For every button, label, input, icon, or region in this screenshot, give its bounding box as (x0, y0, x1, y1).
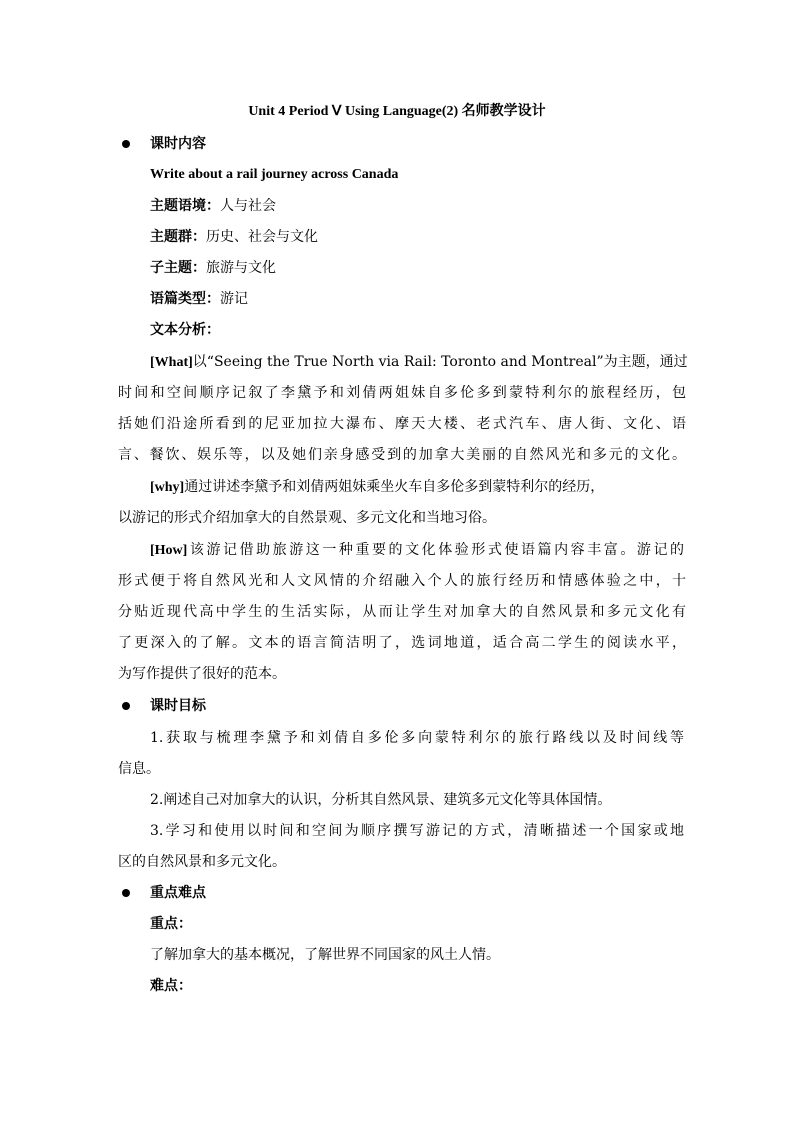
what-tag: [What] (150, 355, 193, 370)
what-line-1 (150, 352, 688, 373)
key-label: 重点： (150, 916, 192, 932)
how-tag: [How] (150, 543, 188, 558)
bullet-icon (122, 889, 130, 897)
why-tag: [why] (150, 480, 185, 495)
how-line-2: 形式便于将自然风光和人文风情的介绍融入个人的旅行经历和情感体验之中，十 (118, 573, 686, 589)
how-line-4: 了更深入的了解。文本的语言简洁明了，选词地道，适合高二学生的阅读水平， (118, 635, 686, 651)
why-line-1 (150, 477, 690, 498)
text-type-label: 语篇类型： (150, 291, 220, 307)
how-line-3: 分贴近现代高中学生的生活实际，从而让学生对加拿大的自然风景和多元文化有 (118, 604, 686, 620)
how-line-5: 为写作提供了很好的范本。 (118, 666, 286, 682)
text-type-row (150, 289, 690, 309)
page-title: Unit 4 Period Ⅴ Using Language(2) 名师教学设计 (248, 104, 546, 119)
bullet-icon (122, 140, 130, 148)
key-text: 了解加拿大的基本概况，了解世界不同国家的风土人情。 (150, 947, 500, 963)
section-heading: 课时目标 (150, 698, 206, 714)
how-line-text: 该游记借助旅游这一种重要的文化体验形式使语篇内容丰富。游记的 (187, 542, 684, 558)
bullet-icon (122, 702, 130, 710)
difficult-label: 难点： (150, 978, 192, 994)
section-heading: 重点难点 (150, 885, 206, 901)
what-line-2: 时间和空间顺序记叙了李黛予和刘倩两姐妹自多伦多到蒙特利尔的旅程经历，包 (118, 385, 686, 401)
sub-theme-label: 子主题： (150, 260, 206, 276)
objective-3-line-1: 3.学习和使用以时间和空间为顺序撰写游记的方式，清晰描述一个国家或地 (150, 823, 684, 839)
theme-group-label: 主题群： (150, 229, 206, 245)
objective-2-line-1: 2.阐述自己对加拿大的认识，分析其自然风景、建筑多元文化等具体国情。 (150, 792, 612, 808)
topic-english: Write about a rail journey across Canada (150, 167, 399, 182)
why-line-text: 通过讲述李黛予和刘倩两姐妹乘坐火车自多伦多到蒙特利尔的经历， (184, 479, 605, 495)
section-heading: 课时内容 (150, 136, 206, 152)
objective-3-line-2: 区的自然风景和多元文化。 (118, 854, 286, 870)
what-line-text: 以“Seeing the True North via Rail: Toronto and Montreal”为主题，通过 (192, 354, 688, 370)
theme-context-label: 主题语境： (150, 198, 220, 214)
analysis-label: 文本分析： (150, 322, 220, 338)
theme-context-value: 人与社会 (220, 198, 276, 214)
what-line-3: 括她们沿途所看到的尼亚加拉大瀑布、摩天大楼、老式汽车、唐人街、文化、语 (118, 416, 686, 432)
sub-theme-row (150, 258, 690, 278)
objective-1-line-2: 信息。 (118, 761, 160, 777)
objective-1-line-1: 1.获取与梳理李黛予和刘倩自多伦多向蒙特利尔的旅行路线以及时间线等 (150, 730, 684, 746)
what-line-4: 言、餐饮、娱乐等，以及她们亲身感受到的加拿大美丽的自然风光和多元的文化。 (118, 447, 686, 463)
why-line-2: 以游记的形式介绍加拿大的自然景观、多元文化和当地习俗。 (118, 510, 496, 526)
sub-theme-value: 旅游与文化 (206, 260, 276, 276)
theme-group-value: 历史、社会与文化 (206, 229, 318, 245)
text-type-value: 游记 (220, 291, 248, 307)
how-line-1 (150, 540, 684, 561)
theme-context-row (150, 196, 690, 216)
theme-group-row (150, 227, 690, 247)
